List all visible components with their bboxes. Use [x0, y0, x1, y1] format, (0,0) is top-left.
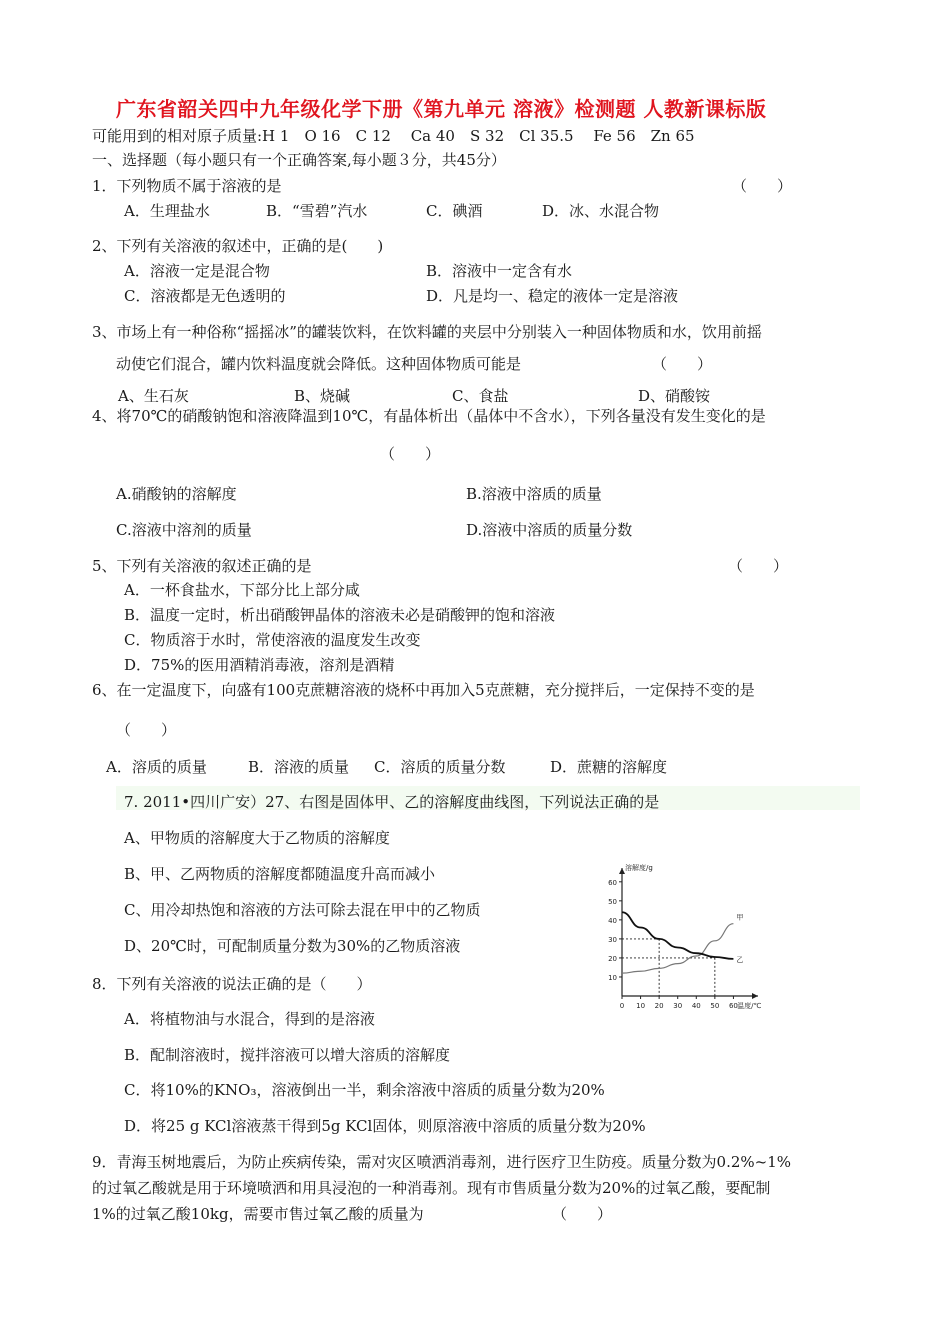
q3-option-b: B、烧碱	[294, 387, 351, 405]
q3-option-a: A、生石灰	[118, 387, 189, 405]
x-axis-arrow	[752, 993, 758, 999]
q3-stem-line1: 3、市场上有一种俗称“摇摇冰”的罐装饮料，在饮料罐的夹层中分别装入一种固体物质和水，饮用前摇	[92, 323, 762, 341]
y-tick-label: 30	[608, 935, 617, 944]
q3-option-c: C、食盐	[452, 387, 509, 405]
q1-option-c: C．碘酒	[426, 202, 483, 220]
q2-stem: 2、下列有关溶液的叙述中，正确的是( )	[92, 237, 384, 255]
q6-answer-bracket: （ ）	[116, 721, 177, 739]
series-line-jia	[622, 924, 733, 973]
page-title: 广东省韶关四中九年级化学下册《第九单元 溶液》检测题 人教新课标版	[116, 97, 767, 121]
q4-stem: 4、将70℃的硝酸钠饱和溶液降温到10℃，有晶体析出（晶体中不含水），下列各量没有发生变化的是	[92, 407, 766, 425]
q2-option-d: D．凡是均一、稳定的液体一定是溶液	[426, 287, 679, 305]
y-tick-label: 60	[608, 878, 617, 887]
q8-option-c: C．将10%的KNO₃，溶液倒出一半，剩余溶液中溶质的质量分数为20%	[124, 1081, 605, 1099]
y-tick-label: 50	[608, 897, 617, 906]
q7-stem: 7. 2011•四川广安）27、右图是固体甲、乙的溶解度曲线图，下列说法正确的是	[124, 793, 660, 811]
q9-line1: 9．青海玉树地震后，为防止疾病传染，需对灾区喷洒消毒剂，进行医疗卫生防疫。质量分数为0.2%~1%	[92, 1153, 792, 1171]
q8-option-a: A．将植物油与水混合，得到的是溶液	[124, 1010, 375, 1028]
q6-option-b: B．溶液的质量	[248, 758, 350, 776]
q1-option-a: A．生理盐水	[124, 202, 210, 220]
q1-option-d: D．冰、水混合物	[542, 202, 660, 220]
section-heading: 一、选择题（每小题只有一个正确答案,每小题３分，共45分）	[92, 151, 506, 169]
q9-line2: 的过氧乙酸就是用于环境喷洒和用具浸泡的一种消毒剂。现有市售质量分数为20%的过氧乙酸，要配制	[92, 1179, 771, 1197]
q6-option-d: D．蔗糖的溶解度	[550, 758, 668, 776]
q5-option-d: D．75%的医用酒精消毒液，溶剂是酒精	[124, 656, 395, 674]
q6-stem: 6、在一定温度下，向盛有100克蔗糖溶液的烧杯中再加入5克蔗糖，充分搅拌后，一定保持不变的是	[92, 681, 755, 699]
x-tick-label: 0	[619, 1002, 625, 1010]
y-tick-label: 20	[608, 954, 617, 963]
q9-answer-bracket: （ ）	[552, 1205, 613, 1223]
q1-answer-bracket: （ ）	[732, 177, 793, 195]
q8-option-b: B．配制溶液时，搅拌溶液可以增大溶质的溶解度	[124, 1046, 451, 1064]
y-tick-label: 40	[608, 916, 617, 925]
x-tick-label: 30	[673, 1002, 683, 1010]
y-tick-label: 10	[608, 973, 617, 982]
q8-option-d: D．将25 g KCl溶液蒸干得到5g KCl固体，则原溶液中溶质的质量分数为20%	[124, 1117, 646, 1135]
atomic-mass-line: 可能用到的相对原子质量:H 1 O 16 C 12 Ca 40 S 32 Cl 35.5 Fe 56 Zn 65	[92, 127, 695, 145]
q8-stem: 8．下列有关溶液的说法正确的是（ ）	[92, 975, 372, 993]
q1-stem: 1．下列物质不属于溶液的是	[92, 177, 282, 195]
x-tick-label: 20	[654, 1002, 664, 1010]
q9-line3: 1%的过氧乙酸10kg，需要市售过氧乙酸的质量为	[92, 1205, 424, 1223]
q3-stem-line2: 动使它们混合，罐内饮料温度就会降低。这种固体物质可能是	[116, 355, 522, 373]
q5-option-b: B．温度一定时，析出硝酸钾晶体的溶液未必是硝酸钾的饱和溶液	[124, 606, 556, 624]
x-axis-label: 温度/℃	[737, 1002, 762, 1010]
y-axis-label: 溶解度/g	[625, 864, 653, 872]
q5-option-c: C．物质溶于水时，常使溶液的温度发生改变	[124, 631, 421, 649]
x-tick-label: 40	[691, 1002, 701, 1010]
series-line-yi	[622, 912, 733, 959]
x-tick-label: 50	[710, 1002, 720, 1010]
q7-option-c: C、用冷却热饱和溶液的方法可除去混在甲中的乙物质	[124, 901, 481, 919]
q4-option-d: D.溶液中溶质的质量分数	[466, 521, 633, 539]
q3-answer-bracket: （ ）	[652, 355, 713, 373]
q5-answer-bracket: （ ）	[728, 557, 789, 575]
q2-option-b: B．溶液中一定含有水	[426, 262, 573, 280]
q5-stem: 5、下列有关溶液的叙述正确的是	[92, 557, 312, 575]
q4-option-b: B.溶液中溶质的质量	[466, 485, 602, 503]
q5-option-a: A．一杯食盐水，下部分比上部分咸	[124, 581, 360, 599]
q2-option-a: A．溶液一定是混合物	[124, 262, 270, 280]
q7-option-b: B、甲、乙两物质的溶解度都随温度升高而减小	[124, 865, 436, 883]
q3-option-d: D、硝酸铵	[638, 387, 711, 405]
q1-option-b: B．“雪碧”汽水	[266, 202, 368, 220]
q6-option-c: C．溶质的质量分数	[374, 758, 506, 776]
q7-option-d: D、20℃时，可配制质量分数为30%的乙物质溶液	[124, 937, 461, 955]
x-tick-label: 10	[636, 1002, 646, 1010]
q4-option-a: A.硝酸钠的溶解度	[116, 485, 237, 503]
q7-option-a: A、甲物质的溶解度大于乙物质的溶解度	[124, 829, 390, 847]
q2-option-c: C．溶液都是无色透明的	[124, 287, 286, 305]
x-tick-label: 60	[728, 1002, 738, 1010]
q4-option-c: C.溶液中溶剂的质量	[116, 521, 252, 539]
solubility-chart	[592, 856, 764, 1028]
series-label-jia: 甲	[736, 913, 744, 922]
series-label-yi: 乙	[736, 955, 744, 964]
q6-option-a: A．溶质的质量	[106, 758, 207, 776]
q4-answer-bracket: （ ）	[380, 445, 441, 463]
